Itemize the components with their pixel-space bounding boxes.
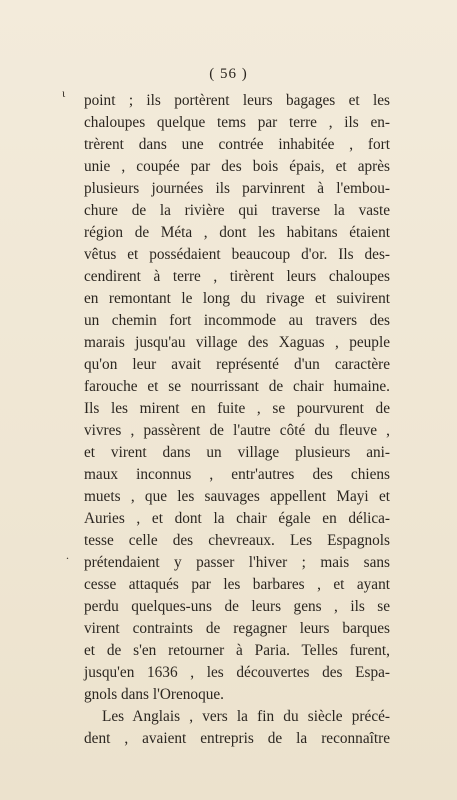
text-line: cesse attaqués par les barbares , et ayant: [84, 576, 390, 593]
text-line: farouche et se nourrissant de chair humaine.: [84, 378, 390, 395]
text-line: vivres , passèrent de l'autre côté du fleuve ,: [84, 422, 390, 439]
text-line: région de Méta , dont les habitans étaient: [84, 224, 390, 241]
text-line: en remontant le long du rivage et suivirent: [84, 290, 390, 307]
text-line: prétendaient y passer l'hiver ; mais sans: [84, 554, 390, 571]
text-line: maux inconnus , entr'autres des chiens: [84, 466, 390, 483]
text-line: muets , que les sauvages appellent Mayi et: [84, 488, 390, 505]
ink-mark: ι: [62, 86, 66, 100]
text-line: virent contraints de regagner leurs barques: [84, 620, 390, 637]
text-line: qu'on leur avait représenté d'un caractère: [84, 356, 390, 373]
text-line: un chemin fort incommode au travers des: [84, 312, 390, 329]
text-line: tesse celle des chevreaux. Les Espagnols: [84, 532, 390, 549]
text-line: marais jusqu'au village des Xaguas , peuple: [84, 334, 390, 351]
text-line: et virent dans un village plusieurs ani-: [84, 444, 390, 461]
text-line: Auries , et dont la chair égale en délica-: [84, 510, 390, 527]
text-line: Ils les mirent en fuite , se pourvurent de: [84, 400, 390, 417]
text-line: point ; ils portèrent leurs bagages et les: [84, 92, 390, 109]
text-line: chaloupes quelque tems par terre , ils en-: [84, 114, 390, 131]
text-line: gnols dans l'Orenoque.: [84, 686, 224, 703]
page-number: ( 56 ): [209, 66, 248, 82]
text-line: chure de la rivière qui traverse la vaste: [84, 202, 390, 219]
text-line: jusqu'en 1636 , les découvertes des Espa-: [84, 664, 390, 681]
text-line: plusieurs journées ils parvinrent à l'embou-: [84, 180, 390, 197]
text-line: Les Anglais , vers la fin du siècle précé-: [102, 708, 390, 725]
text-line: unie , coupée par des bois épais, et après: [84, 158, 390, 175]
text-line: dent , avaient entrepris de la reconnaître: [84, 730, 390, 747]
text-line: vêtus et possédaient beaucoup d'or. Ils des-: [84, 246, 390, 263]
text-line: et de s'en retourner à Paria. Telles furent,: [84, 642, 390, 659]
text-line: cendirent à terre , tirèrent leurs chaloupes: [84, 268, 390, 285]
body-text: [84, 90, 390, 750]
ink-mark: .: [66, 548, 69, 562]
text-line: trèrent dans une contrée inhabitée , fort: [84, 136, 390, 153]
text-line: perdu quelques-uns de leurs gens , ils se: [84, 598, 390, 615]
